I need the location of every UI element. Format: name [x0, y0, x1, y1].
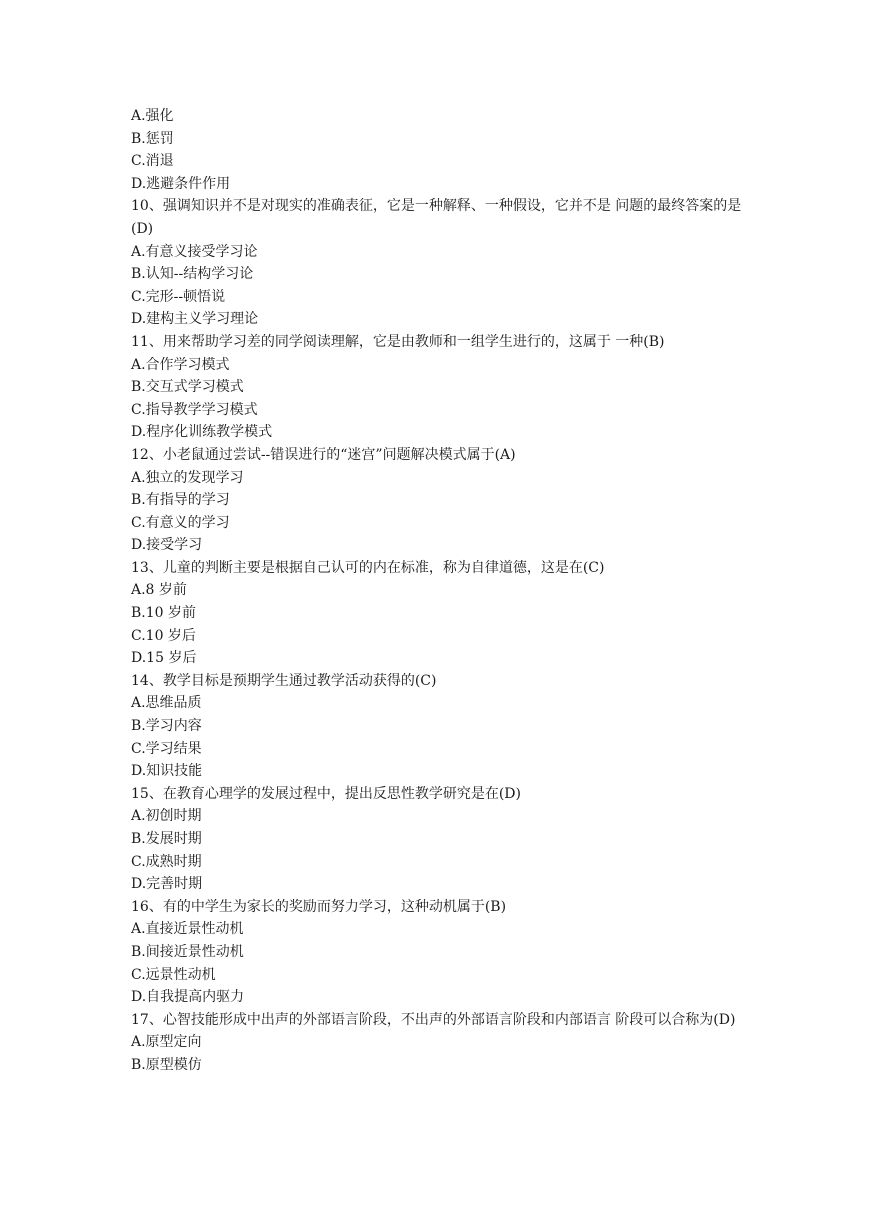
option-line: A.原型定向: [131, 1034, 202, 1051]
option-line: B.原型模仿: [131, 1056, 202, 1073]
option-line: D.建构主义学习理论: [131, 311, 259, 328]
option-line: B.惩罚: [131, 130, 174, 147]
option-line: A.有意义接受学习论: [131, 243, 258, 260]
option-line: B.认知--结构学习论: [131, 266, 254, 283]
question-14: [131, 670, 751, 783]
question-text: 13、儿童的判断主要是根据自己认可的内在标准，称为自律道德，这是在(C): [131, 559, 605, 576]
question-text: 17、心智技能形成中出声的外部语言阶段，不出声的外部语言阶段和内部语言 阶段可以合称为(D): [131, 1011, 736, 1028]
option-line: D.接受学习: [131, 537, 203, 554]
option-line: D.完善时期: [131, 876, 203, 893]
option-line: B.学习内容: [131, 718, 202, 735]
question-10: [131, 195, 751, 331]
question-16: [131, 896, 751, 1009]
question-11: [131, 331, 751, 444]
question-text: 11、用来帮助学习差的同学阅读理解，它是由教师和一组学生进行的，这属于 一种(B): [131, 333, 665, 350]
question-text: 14、教学目标是预期学生通过教学活动获得的(C): [131, 672, 437, 689]
question-text: 10、强调知识并不是对现实的准确表征，它是一种解释、一种假设，它并不是 问题的最终答案的是(D): [131, 198, 742, 237]
option-line: D.逃避条件作用: [131, 175, 231, 192]
option-line: B.有指导的学习: [131, 492, 230, 509]
option-line: C.指导教学学习模式: [131, 401, 258, 418]
option-line: A.思维品质: [131, 695, 202, 712]
question-15: [131, 783, 751, 896]
question-list: [131, 105, 751, 1077]
option-line: A.强化: [131, 108, 174, 124]
option-line: C.成熟时期: [131, 853, 202, 870]
option-line: A.8 岁前: [131, 582, 187, 599]
option-line: A.初创时期: [131, 808, 202, 825]
question-text: 12、小老鼠通过尝试--错误进行的“迷宫”问题解决模式属于(A): [131, 446, 516, 463]
option-line: D.15 岁后: [131, 650, 197, 667]
option-line: B.交互式学习模式: [131, 379, 244, 396]
option-line: C.完形--顿悟说: [131, 288, 226, 305]
question-text: 15、在教育心理学的发展过程中，提出反思性教学研究是在(D): [131, 785, 521, 802]
question-17: [131, 1009, 751, 1077]
option-line: A.直接近景性动机: [131, 921, 244, 938]
question-12: [131, 444, 751, 557]
option-line: D.程序化训练教学模式: [131, 424, 273, 441]
option-line: C.远景性动机: [131, 966, 216, 983]
leading-options: [131, 105, 751, 195]
option-line: C.10 岁后: [131, 627, 196, 644]
option-line: C.学习结果: [131, 740, 202, 757]
option-line: D.知识技能: [131, 763, 203, 780]
option-line: B.10 岁前: [131, 605, 197, 622]
option-line: B.间接近景性动机: [131, 943, 244, 960]
option-line: A.合作学习模式: [131, 356, 230, 373]
option-line: D.自我提高内驱力: [131, 989, 245, 1006]
option-line: C.消退: [131, 153, 174, 170]
question-13: [131, 557, 751, 670]
question-text: 16、有的中学生为家长的奖励而努力学习，这种动机属于(B): [131, 898, 507, 915]
option-line: A.独立的发现学习: [131, 469, 244, 486]
option-line: C.有意义的学习: [131, 514, 230, 531]
option-line: B.发展时期: [131, 831, 202, 847]
